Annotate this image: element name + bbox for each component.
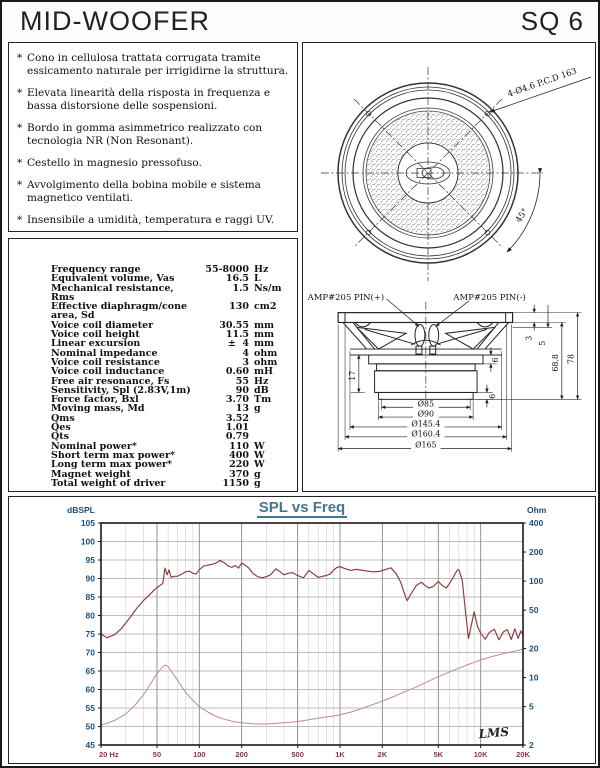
spec-unit: Hz <box>254 375 269 387</box>
page-title: MID-WOOFER <box>20 6 210 36</box>
model-code: SQ 6 <box>520 6 584 36</box>
y-right-tick: 5 <box>529 701 534 712</box>
right-axis-unit-label: Ohm <box>527 505 547 515</box>
bullet-marker: * <box>17 122 23 134</box>
spec-value: 13 <box>235 403 249 415</box>
y-left-tick: 105 <box>80 517 95 528</box>
y-right-tick: 200 <box>529 546 544 557</box>
spec-unit: mH <box>254 366 274 378</box>
spec-value: 3.70 <box>225 394 249 406</box>
spec-value: 3 <box>242 356 249 368</box>
spec-label: Qts <box>51 431 70 443</box>
y-left-tick: 90 <box>85 573 95 584</box>
spec-unit: Hz <box>254 264 269 275</box>
spec-unit: dB <box>254 384 269 396</box>
svg-text:Ø145.4: Ø145.4 <box>411 419 441 429</box>
spec-unit: ohm <box>254 347 278 359</box>
spec-unit: mm <box>254 329 275 341</box>
pin-negative-label: AMP#205 PIN(-) <box>453 291 526 302</box>
spec-value: 110 <box>229 440 249 452</box>
feature-item <box>17 52 291 78</box>
feature-text: Elevata linearità della risposta in frequenza e bassa distorsione delle sospensioni. <box>27 87 271 112</box>
spec-value: 0.60 <box>225 366 249 378</box>
y-left-tick: 45 <box>85 739 95 750</box>
spec-value: 3.52 <box>225 412 249 424</box>
spec-label: Effective diaphragm/cone area, Sd <box>51 301 188 322</box>
spec-row <box>51 284 297 303</box>
spec-unit: g <box>254 477 261 489</box>
spec-unit: ohm <box>254 356 278 368</box>
features-panel <box>8 42 298 232</box>
x-tick-labels <box>99 750 530 759</box>
spec-row <box>51 302 297 321</box>
bullet-marker: * <box>17 179 23 191</box>
y-left-tick: 50 <box>85 721 95 732</box>
speaker-body <box>338 313 512 400</box>
y-right-tick: 100 <box>529 575 544 586</box>
y-right-tick: 400 <box>529 517 544 528</box>
spec-value: 90 <box>235 384 249 396</box>
feature-text: Insensibile a umidità, temperatura e raggi UV. <box>27 214 275 226</box>
feature-item <box>17 179 291 205</box>
spec-unit: W <box>254 449 265 461</box>
feature-text: Cono in cellulosa trattata corrugata tramite essicamento naturale per irrigidirne la struttura. <box>27 52 289 77</box>
spec-label: Force factor, Bxl <box>51 394 139 406</box>
bullet-marker: * <box>17 214 23 226</box>
spec-label: Qms <box>51 412 75 424</box>
spec-unit: W <box>254 459 265 471</box>
spec-label: Moving mass, Md <box>51 403 145 415</box>
spec-label: Nominal power* <box>51 440 137 452</box>
spec-label: Equivalent volume, Vas <box>51 273 175 285</box>
spec-label: Voice coil height <box>51 329 140 341</box>
spec-unit: Ns/m <box>254 282 282 294</box>
cross-section-drawing <box>303 288 594 490</box>
spec-value: 130 <box>229 301 249 313</box>
bullet-marker: * <box>17 157 23 169</box>
x-tick: 1K <box>335 750 345 759</box>
spec-row <box>51 423 297 432</box>
x-tick: 2K <box>377 750 388 759</box>
spec-row <box>51 404 297 413</box>
tick-marks <box>98 523 526 748</box>
spec-value: 400 <box>229 449 249 461</box>
spl-curve <box>101 560 523 640</box>
spec-unit: g <box>254 403 261 415</box>
pin-positive-label: AMP#205 PIN(+) <box>307 291 385 302</box>
y-left-tick: 85 <box>85 591 95 602</box>
spec-row <box>51 479 297 488</box>
spec-label: Qes <box>51 422 71 434</box>
y-right-tick: 2 <box>529 739 534 750</box>
svg-text:Ø85: Ø85 <box>417 399 435 409</box>
bullet-marker: * <box>17 52 23 64</box>
impedance-curve <box>101 649 523 725</box>
x-tick: 5K <box>433 750 444 759</box>
svg-text:6: 6 <box>487 393 497 399</box>
specs-panel <box>8 238 298 492</box>
spec-value: 30.55 <box>219 319 249 331</box>
front-view-drawing <box>303 43 594 288</box>
y-left-tick: 55 <box>85 702 95 713</box>
bullet-marker: * <box>17 87 23 99</box>
spec-unit: L <box>254 273 261 285</box>
spec-value: 55-8000 <box>205 264 249 275</box>
svg-text:5: 5 <box>538 340 548 346</box>
spec-value: 0.79 <box>225 431 249 443</box>
svg-text:3: 3 <box>524 335 534 341</box>
y-left-tick: 80 <box>85 610 95 621</box>
y-left-tick: 75 <box>85 628 95 639</box>
x-tick: 20 Hz <box>99 750 119 759</box>
x-tick: 500 <box>291 750 304 759</box>
spec-value: 220 <box>229 459 249 471</box>
x-tick: 10K <box>473 750 488 759</box>
y-right-tick-labels <box>529 518 543 750</box>
chart-title: SPL vs Freq <box>258 499 346 516</box>
spec-unit: mm <box>254 319 275 331</box>
spec-label: Long term max power* <box>51 459 173 471</box>
svg-text:68.8: 68.8 <box>550 354 560 372</box>
feature-text: Cestello in magnesio pressofuso. <box>27 157 202 169</box>
spec-row <box>51 414 297 423</box>
lms-watermark: LMS <box>478 724 510 742</box>
y-left-tick: 65 <box>85 665 95 676</box>
spec-value: 11.5 <box>225 329 249 341</box>
svg-text:Ø160.4: Ø160.4 <box>411 429 441 439</box>
svg-text:17: 17 <box>347 370 357 381</box>
left-axis-unit-label: dBSPL <box>67 505 95 515</box>
y-left-tick: 60 <box>85 684 95 695</box>
spec-label: Free air resonance, Fs <box>51 375 170 387</box>
y-right-tick: 20 <box>529 643 539 654</box>
spec-unit: cm2 <box>254 301 277 313</box>
feature-item <box>17 87 291 113</box>
spec-value: 55 <box>235 375 249 387</box>
spec-label: Mechanical resistance, Rms <box>51 282 174 303</box>
spec-label: Sensitivity, Spl (2.83V,1m) <box>51 384 191 396</box>
y-left-tick-labels <box>81 518 95 750</box>
x-tick: 200 <box>235 750 248 759</box>
spec-label: Voice coil resistance <box>51 356 160 368</box>
spec-value: 4 <box>242 347 249 359</box>
chart-panel <box>8 496 596 764</box>
feature-item <box>17 122 291 148</box>
spec-value: ± 4 <box>227 338 249 350</box>
spec-label: Total weight of driver <box>51 477 166 489</box>
feature-item <box>17 157 291 170</box>
spec-value: 1150 <box>222 477 249 489</box>
dimension-lines <box>338 305 577 449</box>
spec-value: 16.5 <box>225 273 249 285</box>
spec-value: 370 <box>229 468 249 480</box>
x-tick: 20K <box>516 750 530 759</box>
spec-label: Magnet weight <box>51 468 131 480</box>
x-tick: 100 <box>193 750 206 759</box>
y-right-tick: 10 <box>529 672 539 683</box>
spec-label: Frequency range <box>51 264 141 275</box>
drawings-panel <box>302 42 596 492</box>
svg-text:Ø90: Ø90 <box>417 409 435 419</box>
spec-unit: W <box>254 440 265 452</box>
y-left-tick: 100 <box>80 536 95 547</box>
spec-label: Linear excursion <box>51 338 141 350</box>
y-left-tick: 70 <box>85 647 95 658</box>
spec-label: Voice coil diameter <box>51 319 154 331</box>
feature-item <box>17 214 291 227</box>
svg-text:Ø165: Ø165 <box>415 440 437 450</box>
spec-value: 1.01 <box>225 422 249 434</box>
spec-label: Nominal impedance <box>51 347 158 359</box>
x-tick: 50 <box>152 750 162 759</box>
spec-value: 1.5 <box>232 282 249 294</box>
spl-vs-freq-chart <box>9 497 594 762</box>
y-left-tick: 95 <box>85 554 95 565</box>
feature-text: Bordo in gomma asimmetrico realizzato con tecnologia NR (Non Resonant). <box>27 122 263 147</box>
spec-unit: mm <box>254 338 275 350</box>
spec-label: Short term max power* <box>51 449 175 461</box>
svg-text:6: 6 <box>490 357 500 363</box>
angle-dim-label: 45° <box>513 206 531 225</box>
feature-text: Avvolgimento della bobina mobile e sistema magnetico ventilati. <box>27 179 261 204</box>
hole-callout-label: 4-Ø4.6 P.C.D 163 <box>506 66 579 100</box>
spec-unit: g <box>254 468 261 480</box>
spec-unit: Tm <box>254 394 272 406</box>
svg-text:78: 78 <box>566 353 576 364</box>
spec-label: Voice coil inductance <box>51 366 165 378</box>
y-right-tick: 50 <box>529 604 539 615</box>
